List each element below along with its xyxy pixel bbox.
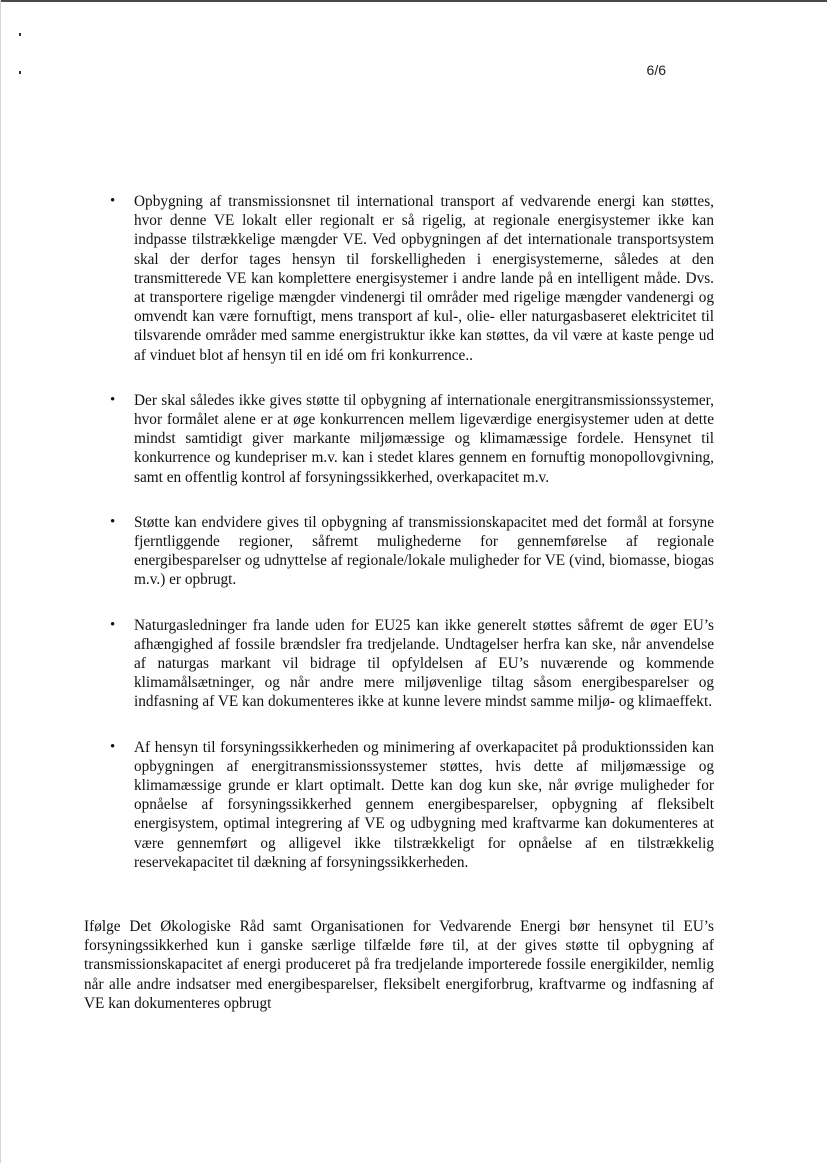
- bullet-text: Naturgasledninger fra lande uden for EU25 kan ikke generelt støttes såfremt de øger EU’s afhængighed af fossile brændsler fra tredjelande. Undtagelser herfra kan ske, når anvendelse af naturgas markant vil bidrage til opfyldelsen af EU’s nuværende og kommende klimamålsætninger, og når andre mere miljøvenlige tiltag såsom energibesparelser og indfasning af VE kan dokumenteres ikke at kunne levere mindst samme miljø- og klimaeffekt.: [134, 616, 714, 711]
- scan-top-edge: [0, 0, 827, 2]
- bullet-text: Støtte kan endvidere gives til opbygning af transmissionskapacitet med det formål at forsyne fjerntliggende regioner, såfremt mulighederne for gennemførelse af regionale energibesparelser og udnyttelse af regionale/lokale muligheder for VE (vind, biomasse, biogas m.v.) er opbrugt.: [134, 513, 714, 589]
- bullet-item-no-competition-support: [110, 391, 714, 487]
- bullet-marker: •: [110, 738, 116, 755]
- bullet-text: Opbygning af transmissionsnet til international transport af vedvarende energi kan støttes, hvor denne VE lokalt eller regionalt er så rigelig, at regionale energisystemer ikke kan indpasse tilstrækkelige mængder VE. Ved opbygningen af det internationale transportsystem skal der derfor tages hensyn til forskelligheden i energisystemerne, således at den transmitterede VE kan komplettere energisystemer i andre lande på en intelligent måde. Dvs. at transportere rigelige mængder vindenergi til områder med rigelige mængder vandenergi og omvendt kan være fornuftigt, mens transport af kul-, olie- eller naturgasbaseret elektricitet til tilsvarende områder med samme energistruktur ikke kan støttes, da vil være at kaste penge ud af vinduet blot af hensyn til en idé om fri konkurrence..: [134, 193, 714, 364]
- bullet-marker: •: [110, 193, 116, 209]
- bullet-text: Af hensyn til forsyningssikkerheden og minimering af overkapacitet på produktionssiden kan opbygningen af energitransmissionssystemer støttes, hvis dette af miljømæssige og klimamæssige grunde er klart optimalt. Dette kan dog kun ske, når øvrige muligheder for opnåelse af forsyningssikkerhed gennem energibesparelser, opbygning af fleksibelt energisystem, optimal integrering af VE og udbygning med kraftvarme kan dokumenteres at være gennemført og alligevel ikke tilstrækkeligt for opnåelse af en tilstrækkelig reservekapacitet til dækning af forsyningssikkerheden.: [134, 738, 714, 871]
- closing-paragraph: Ifølge Det Økologiske Råd samt Organisationen for Vedvarende Energi bør hensynet til EU’s forsyningssikkerhed kun i ganske særlige tilfælde føre til, at der gives støtte til opbygning af transmissionskapacitet af energi produceret på fra tredjelande importerede fossile energikilder, nemlig når alle andre indsatser med energibesparelser, fleksibelt energiforbrug, kraftvarme og indfasning af VE kan dokumenteres opbrugt: [84, 918, 714, 1012]
- bullet-item-supply-security: [110, 738, 714, 872]
- bullet-item-transmission-network: [110, 192, 714, 365]
- bullet-item-remote-regions: [110, 513, 714, 590]
- bullet-marker: •: [110, 513, 116, 530]
- bullet-item-natural-gas-pipelines: [110, 616, 714, 712]
- scan-speck: [19, 71, 21, 74]
- bullet-list: [110, 192, 714, 898]
- scan-speck: [19, 33, 21, 36]
- bullet-marker: •: [110, 391, 116, 408]
- scan-left-edge: [0, 0, 1, 1163]
- page-number: 6/6: [646, 62, 666, 78]
- bullet-marker: •: [110, 616, 116, 633]
- bullet-text: Der skal således ikke gives støtte til opbygning af internationale energitransmissionssystemer, hvor formålet alene er at øge konkurrencen mellem ligeværdige energisystemer uden at dette mindst samtidigt giver markante miljømæssige og klimamæssige fordele. Hensynet til konkurrence og kundepriser m.v. kan i stedet klares gennem en fornuftig monopollovgivning, samt en offentlig kontrol af forsyningssikkerhed, overkapacitet m.v.: [134, 391, 714, 486]
